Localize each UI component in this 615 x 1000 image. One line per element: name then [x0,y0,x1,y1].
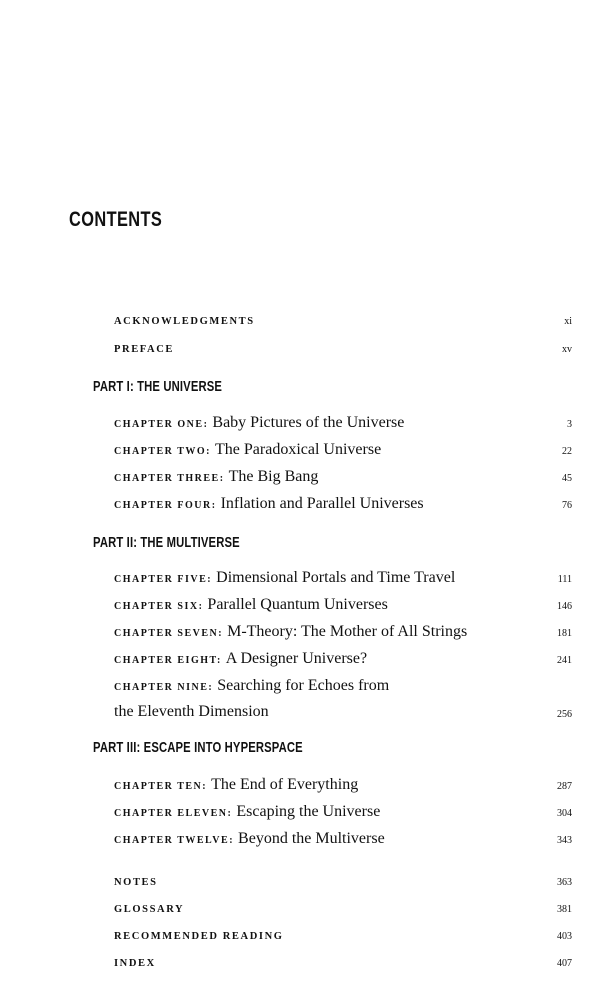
entry-label: RECOMMENDED READING [114,931,284,942]
chapter-title: Dimensional Portals and Time Travel [216,569,456,586]
toc-entry-chapter[interactable]: CHAPTER FOUR: Inflation and Parallel Universes 76 [114,495,572,512]
toc-entry-chapter[interactable]: CHAPTER SIX: Parallel Quantum Universes 146 [114,596,572,613]
chapter-title: M-Theory: The Mother of All Strings [227,623,468,640]
entry-page: 256 [557,709,572,720]
chapter-label: CHAPTER ONE [114,419,204,430]
entry-page: xv [562,344,572,355]
toc-entry-glossary[interactable] [114,904,572,915]
chapter-title-line2: the Eleventh Dimension [114,703,269,720]
chapter-title: The Paradoxical Universe [215,441,382,458]
chapter-title: Escaping the Universe [236,803,381,820]
entry-page: xi [564,316,572,327]
entry-page: 241 [557,655,572,666]
toc-entry-chapter[interactable]: CHAPTER THREE: The Big Bang 45 [114,468,572,485]
toc-entry-chapter[interactable]: CHAPTER SEVEN: M-Theory: The Mother of All Strings 181 [114,623,572,640]
entry-page: 343 [557,835,572,846]
chapter-title: Parallel Quantum Universes [207,596,388,613]
entry-page: 146 [557,601,572,612]
chapter-title: Beyond the Multiverse [238,830,385,847]
toc-entry-chapter[interactable]: CHAPTER ONE: Baby Pictures of the Universe 3 [114,414,572,431]
entry-page: 111 [557,574,572,585]
chapter-label: CHAPTER TEN [114,781,203,792]
part-heading: PART II: THE MULTIVERSE [93,534,240,551]
chapter-label: CHAPTER SIX [114,601,199,612]
chapter-label: CHAPTER THREE [114,473,220,484]
toc-entry-chapter[interactable]: CHAPTER EIGHT: A Designer Universe? 241 [114,650,572,667]
page-title: CONTENTS [69,208,163,231]
chapter-label: CHAPTER TWO [114,446,207,457]
entry-page: 181 [557,628,572,639]
entry-page: 22 [562,446,572,457]
chapter-label: CHAPTER SEVEN [114,628,219,639]
chapter-title: Inflation and Parallel Universes [220,495,424,512]
toc-entry-preface[interactable] [114,344,572,355]
chapter-label: CHAPTER EIGHT [114,655,217,666]
entry-page: 381 [557,904,572,915]
entry-page: 287 [557,781,572,792]
toc-entry-chapter[interactable]: CHAPTER FIVE: Dimensional Portals and Time Travel 111 [114,569,572,586]
entry-label: PREFACE [114,344,175,355]
entry-page: 304 [557,808,572,819]
chapter-title: Baby Pictures of the Universe [212,414,405,431]
chapter-label: CHAPTER ELEVEN [114,808,228,819]
entry-page: 76 [562,500,572,511]
toc-entry-chapter[interactable]: CHAPTER NINE: Searching for Echoes from the Eleventh Dimension 256 [114,674,572,724]
chapter-label: CHAPTER FOUR [114,500,212,511]
chapter-title: The Big Bang [228,468,319,485]
part-heading: PART I: THE UNIVERSE [93,378,223,395]
toc-entry-chapter[interactable]: CHAPTER ELEVEN: Escaping the Universe 304 [114,803,572,820]
entry-label: NOTES [114,877,158,888]
chapter-label: CHAPTER FIVE [114,574,208,585]
entry-page: 403 [557,931,572,942]
chapter-title: A Designer Universe? [225,650,368,667]
chapter-label: CHAPTER TWELVE [114,835,230,846]
entry-page: 3 [567,419,572,430]
entry-page: 45 [562,473,572,484]
toc-entry-acknowledgments[interactable] [114,316,572,327]
toc-entry-chapter[interactable]: CHAPTER TWO: The Paradoxical Universe 22 [114,441,572,458]
chapter-title: Searching for Echoes from [217,677,390,694]
entry-page: 407 [557,958,572,969]
toc-entry-chapter[interactable]: CHAPTER TEN: The End of Everything 287 [114,776,572,793]
part-heading: PART III: ESCAPE INTO HYPERSPACE [93,739,303,756]
entry-page: 363 [557,877,572,888]
toc-entry-notes[interactable] [114,877,572,888]
entry-label: INDEX [114,958,156,969]
chapter-title: The End of Everything [211,776,359,793]
toc-entry-index[interactable] [114,958,572,969]
toc-entry-chapter[interactable]: CHAPTER TWELVE: Beyond the Multiverse 343 [114,830,572,847]
toc-entry-recommended-reading[interactable] [114,931,572,942]
entry-label: ACKNOWLEDGMENTS [114,316,255,327]
entry-label: GLOSSARY [114,904,185,915]
chapter-label: CHAPTER NINE [114,682,209,693]
